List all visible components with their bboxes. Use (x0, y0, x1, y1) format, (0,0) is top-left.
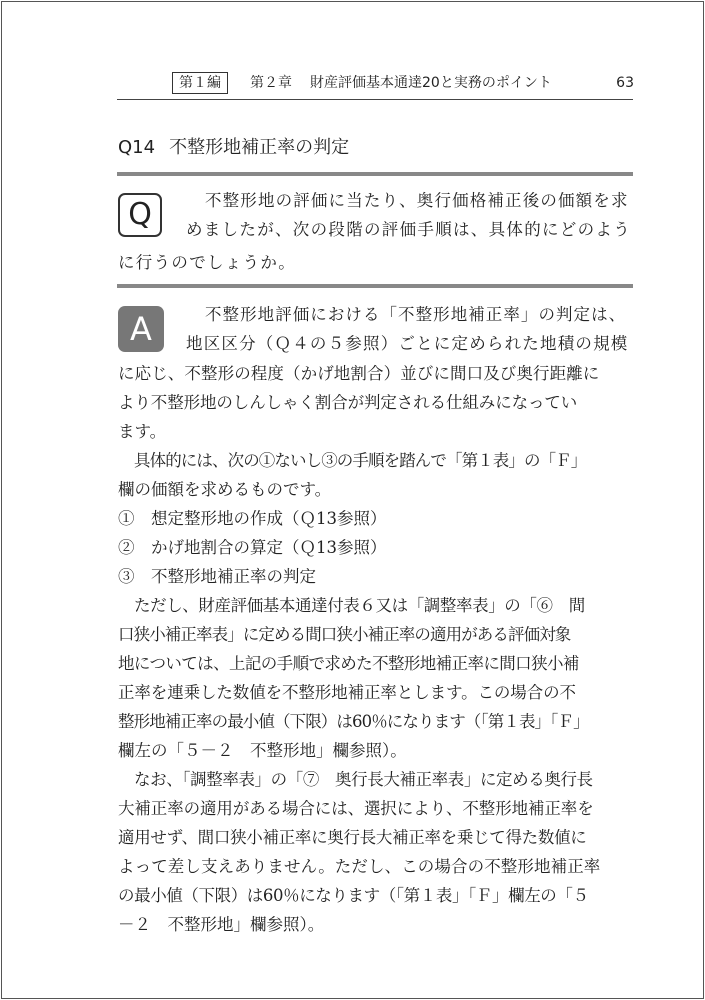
answer-list-item: ② かげ地割合の算定（Ｑ13参照） (118, 538, 387, 557)
answer-line: ます。 (118, 422, 167, 441)
page-border (1, 1, 704, 999)
question-badge-icon: Q (118, 193, 162, 237)
running-header (172, 72, 634, 94)
answer-list-item: ① 想定整形地の作成（Ｑ13参照） (118, 509, 387, 528)
question-title: 不整形地補正率の判定 (169, 137, 350, 158)
answer-line: より不整形地のしんしゃく割合が判定される仕組みになってい (118, 393, 578, 412)
question-line: 不整形地の評価に当たり、奥行価格補正後の価額を求 (205, 191, 629, 210)
answer-line: 欄左の「５－２ 不整形地」欄参照）。 (118, 741, 407, 760)
answer-line: －２ 不整形地」欄参照）。 (118, 915, 325, 934)
answer-line: 欄の価額を求めるものです。 (118, 480, 332, 499)
answer-line: なお、「調整率表」の「⑦ 奥行長大補正率表」に定める奥行長 (134, 770, 593, 789)
page-number: 63 (616, 75, 634, 91)
question-heading (118, 133, 349, 159)
answer-line: の最小値（下限）は60％になります（「第１表」「Ｆ」欄左の「５ (118, 886, 589, 905)
answer-line: 口狭小補正率表」に定める間口狭小補正率の適用がある評価対象 (118, 625, 571, 644)
question-top-rule (117, 172, 633, 176)
answer-list-item: ③ 不整形地補正率の判定 (118, 567, 316, 586)
answer-badge-icon: A (118, 306, 164, 352)
answer-line: よって差し支えありません。ただし、この場合の不整形地補正率 (118, 857, 601, 876)
answer-line: ただし、財産評価基本通達付表６又は「調整率表」の「⑥ 間 (134, 596, 585, 615)
chapter-title: 財産評価基本通達20と実務のポイント (310, 75, 552, 91)
question-number: Q14 (118, 137, 156, 158)
answer-line: 適用せず、間口狭小補正率に奥行長大補正率を乗じて得た数値に (118, 828, 587, 847)
answer-line: 整形地補正率の最小値（下限）は60％になります（「第１表」「Ｆ」 (118, 712, 589, 731)
answer-line: 大補正率の適用がある場合には、選択により、不整形地補正率を (118, 799, 594, 818)
part-label: 第１編 (172, 72, 228, 94)
question-line: めましたが、次の段階の評価手順は、具体的にどのよう (186, 220, 631, 239)
answer-line: 地については、上記の手順で求めた不整形地補正率に間口狭小補 (118, 654, 579, 673)
answer-line: に応じ、不整形の程度（かげ地割合）並びに間口及び奥行距離に (118, 364, 600, 383)
answer-line: 地区区分（Ｑ４の５参照）ごとに定められた地積の規模 (186, 334, 629, 353)
answer-line: 不整形地評価における「不整形地補正率」の判定は、 (205, 305, 627, 324)
question-line: に行うのでしょうか。 (118, 253, 296, 272)
answer-line: 具体的には、次の①ないし③の手順を踏んで「第１表」の「Ｆ」 (134, 451, 587, 470)
chapter-label: 第２章 (250, 75, 292, 91)
answer-line: 正率を連乗した数値を不整形地補正率とします。この場合の不 (118, 683, 576, 702)
question-bottom-rule (117, 284, 633, 288)
header-rule (117, 99, 633, 100)
